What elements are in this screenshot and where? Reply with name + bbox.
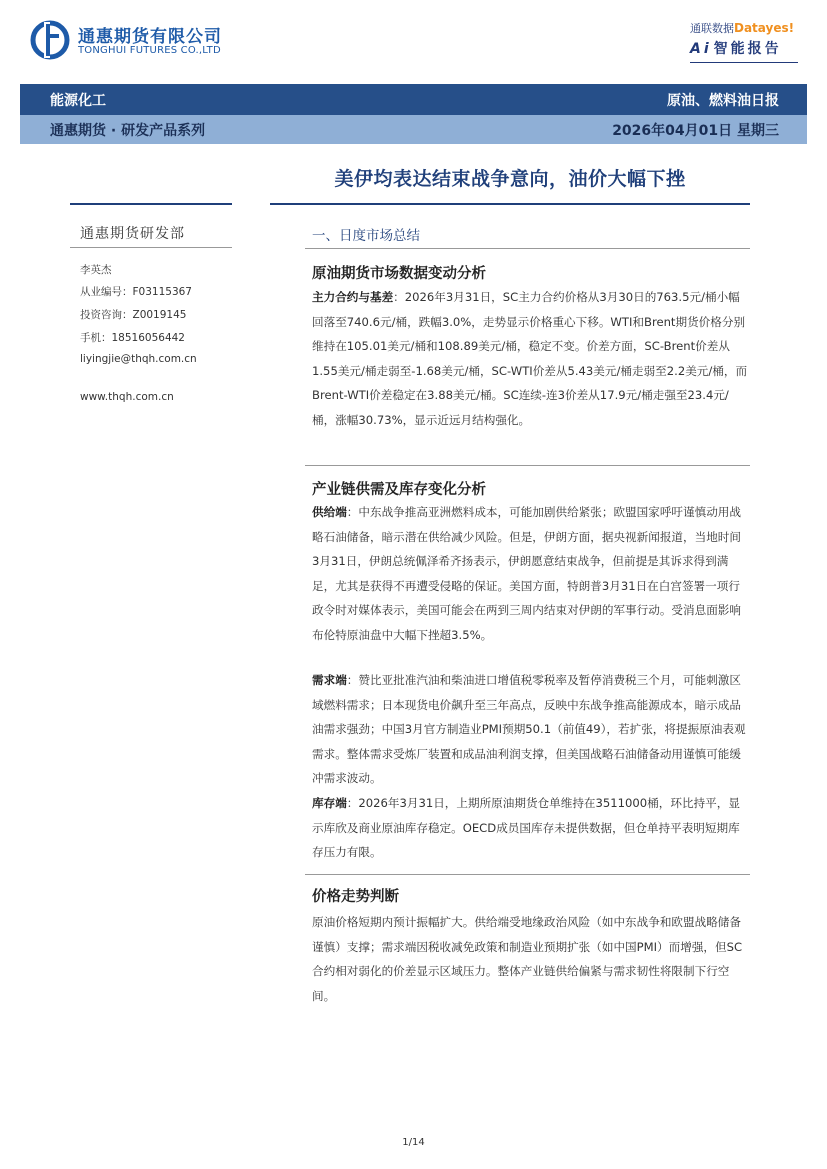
sidebar-top-rule <box>70 203 232 205</box>
demand-lead: 需求端 <box>312 673 347 687</box>
brand-ai: Ai <box>690 41 712 57</box>
block3-heading: 价格走势判断 <box>312 889 399 905</box>
supply-paragraph <box>312 500 748 647</box>
supply-lead: 供给端 <box>312 505 347 519</box>
brand-datayes: Datayes! <box>734 21 795 35</box>
report-title: 美伊均表达结束战争意向，油价大幅下挫 <box>334 168 686 190</box>
section-divider <box>305 248 750 249</box>
block2-divider <box>305 465 750 466</box>
brand-divider <box>690 62 798 63</box>
phone-number: 手机：18516056442 <box>80 332 185 344</box>
inventory-lead: 库存端 <box>312 796 347 810</box>
inventory-text: ：2026年3月31日，上期所原油期货仓单维持在3511000桶，环比持平，显示库欣及商业原油库存稳定。OECD成员国库存未提供数据，但仓单持平表明短期库存压力有限。 <box>312 796 740 859</box>
main-top-rule <box>270 203 750 205</box>
website-link[interactable]: www.thqh.com.cn <box>80 391 174 403</box>
block1-lead: 主力合约与基差 <box>312 290 394 304</box>
block3-paragraph: 原油价格短期内预计振幅扩大。供给端受地缘政治风险（如中东战争和欧盟战略储备谨慎）支撑；需求端因税收减免政策和制造业预期扩张（如中国PMI）而增强，但SC合约相对弱化的价差显示区域压力。整体产业链供给偏紧与需求韧性将限制下行空间。 <box>312 915 743 1003</box>
inventory-paragraph <box>312 791 748 865</box>
report-date: 2026年04月01日 星期三 <box>612 123 779 139</box>
supply-text: ：中东战争推高亚洲燃料成本，可能加剧供给紧张；欧盟国家呼吁谨慎动用战略石油储备，暗示潜在供给减少风险。但是，伊朗方面，据央视新闻报道，当地时间3月31日，伊朗总统佩泽希齐扬表示，伊朗愿意结束战争，但前提是其诉求得到满足，尤其是获得不再遭受侵略的保证。美国方面，特朗普3月31日在白宫签署一项行政令时对媒体表示，美国可能会在两到三周内结束对伊朗的军事行动。受消息面影响布伦特原油盘中大幅下挫超3.5%。 <box>312 505 741 642</box>
page-number: 1/14 <box>402 1137 425 1148</box>
company-logo-icon <box>30 20 70 60</box>
brand-report: 智能报告 <box>713 41 782 57</box>
section-heading: 一、日度市场总结 <box>312 228 420 244</box>
demand-text: ：赞比亚批准汽油和柴油进口增值税零税率及暂停消费税三个月，可能刺激区域燃料需求；日本现货电价飙升至三年高点，反映中东战争推高能源成本，暗示成品油需求强劲；中国3月官方制造业PMI预期50.1（前值49），若扩张，将提振原油表观需求。整体需求受炼厂装置和成品油利润支撑，但美国战略石油储备动用谨慎可能缓冲需求波动。 <box>312 673 746 785</box>
block3-divider <box>305 874 750 875</box>
license-number: 从业编号：F03115367 <box>80 286 192 298</box>
datayes-brand <box>690 20 794 36</box>
demand-paragraph <box>312 668 748 791</box>
company-name-cn: 通惠期货有限公司 <box>78 27 222 47</box>
company-name-en: TONGHUI FUTURES CO.,LTD <box>78 45 221 56</box>
series-label: 通惠期货 · 研发产品系列 <box>50 123 206 139</box>
block1-text: ：2026年3月31日，SC主力合约价格从3月30日的763.5元/桶小幅回落至740.6元/桶，跌幅3.0%，走势显示价格重心下移。WTI和Brent期货价格分别维持在105.01美元/桶和108.89美元/桶，稳定不变。价差方面，SC-Brent价差从1.55美元/桶走弱至-1.68美元/桶，SC-WTI价差从5.43美元/桶走弱至2.2美元/桶，而Brent-WTI价差稳定在3.88美元/桶。SC连续-连3价差从17.9元/桶走强至23.4元/桶，涨幅30.73%，显示近远月结构强化。 <box>312 290 748 427</box>
advisory-number: 投资咨询：Z0019145 <box>80 309 187 321</box>
brand-prefix: 通联数据 <box>690 22 734 35</box>
report-type-label: 原油、燃料油日报 <box>667 93 779 109</box>
email-link[interactable]: liyingjie@thqh.com.cn <box>80 353 197 365</box>
ai-report-brand <box>690 38 782 58</box>
analyst-name: 李英杰 <box>80 264 112 276</box>
block2-heading: 产业链供需及库存变化分析 <box>312 482 486 498</box>
block1-heading: 原油期货市场数据变动分析 <box>312 266 486 282</box>
sidebar-divider <box>70 247 232 248</box>
department-name: 通惠期货研发部 <box>80 226 185 242</box>
block1-paragraph <box>312 285 748 432</box>
sector-label: 能源化工 <box>50 93 106 109</box>
